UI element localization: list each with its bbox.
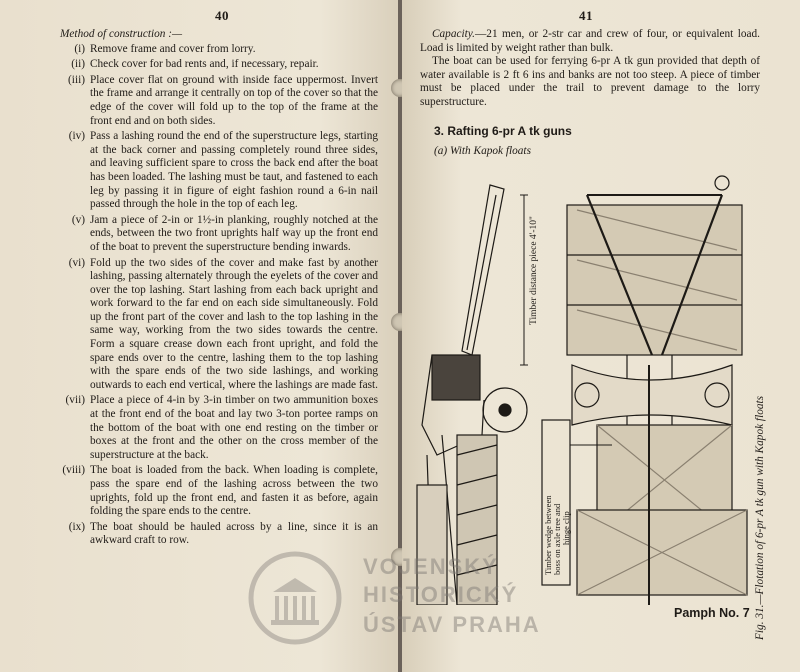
construction-instructions <box>60 28 378 550</box>
instruction-item <box>60 521 378 548</box>
instruction-list <box>60 43 378 548</box>
gun-side-view <box>417 185 527 605</box>
instruction-item <box>60 43 378 57</box>
wedge-label-line1: Timber wedge between <box>543 495 553 575</box>
watermark-line1: VOJENSKÝ <box>363 554 499 579</box>
gun-plan-view <box>567 176 747 605</box>
instruction-item <box>60 130 378 212</box>
instruction-text: Place cover flat on ground with inside face uppermost. Invert the frame and arrange it centrally on top of the cover so that the edge of the cover will fold up to the top of the frame at the front end and on both sides. <box>90 73 378 127</box>
watermark-line3: ÚSTAV PRAHA <box>363 612 541 637</box>
archive-logo-icon <box>245 548 355 648</box>
instruction-item <box>60 74 378 128</box>
instruction-number: (ix) <box>68 520 85 533</box>
capacity-label: Capacity. <box>432 28 475 40</box>
gun-raft-drawing <box>412 165 752 605</box>
subsection-title: (a) With Kapok floats <box>434 145 531 157</box>
instruction-item <box>60 257 378 393</box>
capacity-paragraph <box>420 28 760 110</box>
instruction-number: (ii) <box>71 58 85 71</box>
instruction-text: Remove frame and cover from lorry. <box>90 42 256 55</box>
instruction-item <box>60 214 378 255</box>
capacity-text: —21 men, or 2-str car and crew of four, or equivalent load. Load is limited by weight rather than bulk. <box>420 28 760 54</box>
instruction-text: The boat should be hauled across by a line, since it is an awkward craft to row. <box>90 520 378 547</box>
instruction-number: (v) <box>71 213 85 226</box>
instruction-item <box>60 58 378 72</box>
instruction-item <box>60 464 378 518</box>
method-heading: Method of construction :— <box>60 28 183 40</box>
instruction-text: Check cover for bad rents and, if necessary, repair. <box>90 58 319 71</box>
section-title: 3. Rafting 6-pr A tk guns <box>434 124 572 138</box>
watermark-line2: HISTORICKÝ <box>363 582 519 607</box>
right-page-number: 41 <box>579 8 593 23</box>
instruction-number: (viii) <box>62 464 85 477</box>
instruction-text: Pass a lashing round the end of the superstructure legs, starting at the back corner and passing completely round three sides, and leaving sufficient spare to cross the back end after the boat has been loaded. The lashing must be taut, and fastened to each leg by passing it in figure of eight fashion round a 6-in nail passed through the hole in the top of each leg. <box>90 130 378 211</box>
left-page-number: 40 <box>215 8 229 23</box>
instruction-number: (iv) <box>68 130 85 143</box>
figure-caption: Fig. 31.—Flotation of 6-pr A tk gun with Kapok floats <box>754 395 766 640</box>
archive-watermark <box>245 548 575 658</box>
wedge-label-line2: boss on axle tree and <box>552 503 562 575</box>
instruction-text: Jam a piece of 2-in or 1½-in planking, roughly notched at the ends, between the two front uprights half way up the front end of the boat to prevent the superstructure bending inwards. <box>90 213 378 253</box>
instruction-item <box>60 394 378 462</box>
instruction-text: Fold up the two sides of the cover and make fast by another lashing, passing alternately through the eyelets of the cover and over the top lashing. Start lashing from each back upright and work forward to the far end on each side simultaneously. Fold up the front part of the cover and lash to the top lashing in the same way, working from the two sides towards the centre. Form a square crease down each front upright, and fold the spare ends over to the centre, lashing them to the top lashing with the spare ends of the two side lashings, and working outwards to each end vertical, where the lashings are made fast. <box>90 256 378 391</box>
instruction-number: (vi) <box>68 256 85 269</box>
instruction-text: The boat is loaded from the back. When loading is complete, pass the spare end of the lashing across between the two uprights, fold up the front end, and fasten it as before, again folding the spare ends to the centre. <box>90 464 378 518</box>
wedge-label-line3: hinge clip <box>561 511 571 545</box>
instruction-text: Place a piece of 4-in by 3-in timber on two ammunition boxes at the front end of the boat and lay two 3-ton portee ramps on the bottom of the boat with one end resting on the timber or boxes at the front and the other on the cross member of the superstructure at the back. <box>90 394 378 461</box>
pamphlet-footer: Pamph No. 7 <box>674 606 750 620</box>
instruction-number: (i) <box>74 42 85 55</box>
instruction-number: (vii) <box>65 394 85 407</box>
timber-distance-label: Timber distance piece 4'-10" <box>529 216 539 325</box>
ferry-text: The boat can be used for ferrying 6-pr A tk gun provided that depth of water available is 2 ft 6 ins and banks are not too steep. A piece of timber must be placed under the trail to prevent damage to the lorry superstructure. <box>420 55 760 108</box>
instruction-number: (iii) <box>68 73 85 86</box>
